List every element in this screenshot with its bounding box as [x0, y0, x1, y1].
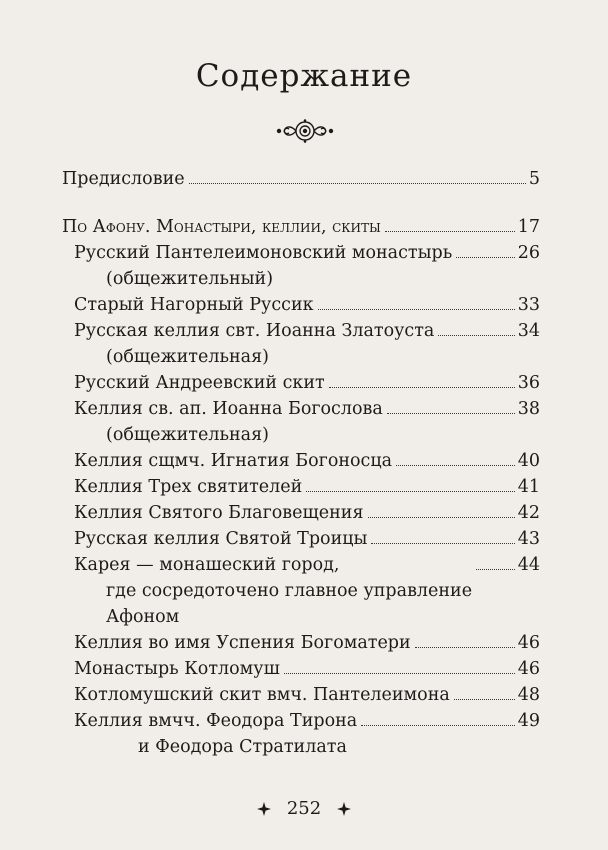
toc-entry-page: 34: [517, 321, 540, 341]
fleuron-right-icon: [337, 802, 351, 816]
toc-entry-title: [74, 240, 452, 292]
toc-entry: [62, 396, 540, 448]
toc-entry-line: где сосредоточено главное управление: [106, 581, 473, 601]
toc-entry-line: (общежительный): [106, 269, 274, 289]
toc-entry-leader-group: [450, 682, 540, 708]
toc-entry-title: [74, 396, 383, 448]
toc-entry-title: [74, 474, 302, 500]
dot-leader: [454, 699, 515, 700]
toc-entry-leader-group: [357, 708, 540, 734]
toc-entry-line: Келлия Святого Благовещения: [74, 503, 364, 523]
toc-entry-page: 42: [517, 503, 540, 523]
toc-entry-title: [74, 448, 392, 474]
toc-entry: [62, 214, 540, 240]
toc-entry-leader-group: [411, 630, 540, 656]
dot-leader: [371, 543, 514, 544]
dot-leader: [387, 413, 515, 414]
toc-entry-line: Келлия Трех святителей: [74, 477, 303, 497]
toc-entry: [62, 370, 540, 396]
toc-entry-title: [74, 370, 325, 396]
toc-entry-page: 49: [517, 711, 540, 731]
toc-entry-page: 33: [517, 295, 540, 315]
toc-entry: [62, 292, 540, 318]
toc-entry-line: Русская келлия Святой Троицы: [74, 529, 368, 549]
dot-leader: [318, 309, 515, 310]
toc-entry: [62, 656, 540, 682]
dot-leader: [284, 673, 515, 674]
toc-entry-title: [74, 682, 450, 708]
toc-entry-title: [74, 500, 364, 526]
toc-entry-line: Келлия св. ап. Иоанна Богослова: [74, 399, 383, 419]
toc-entry-title: [62, 166, 185, 192]
toc-entry: [62, 708, 540, 760]
toc-entry-page: 36: [517, 373, 540, 393]
dot-leader: [385, 231, 515, 232]
toc-entry-line: (общежительная): [106, 425, 269, 445]
toc-entry: [62, 552, 540, 630]
toc-entry-leader-group: [381, 214, 540, 240]
toc-entry-page: 26: [517, 243, 540, 263]
page-number: 252: [286, 798, 322, 819]
toc-entry-title: [74, 552, 472, 630]
toc-entry-title: [74, 630, 411, 656]
toc-entry-title: [74, 526, 367, 552]
toc-entry-page: 46: [517, 633, 540, 653]
toc-entry-leader-group: [314, 292, 540, 318]
toc-entry-line: Русский Пантелеимоновский монастырь: [74, 243, 453, 263]
toc-entry-leader-group: [185, 166, 540, 192]
dot-leader: [396, 465, 515, 466]
dot-leader: [368, 517, 515, 518]
toc-entry-line: Предисловие: [62, 169, 185, 189]
toc-entry-line: Русская келлия свт. Иоанна Златоуста: [74, 321, 435, 341]
table-of-contents: [62, 166, 540, 760]
toc-entry-title: [74, 318, 434, 370]
toc-entry-leader-group: [302, 474, 540, 500]
toc-entry-line: Афоном: [106, 607, 180, 627]
toc-entry: [62, 526, 540, 552]
toc-entry: [62, 166, 540, 192]
dot-leader: [415, 647, 515, 648]
toc-entry: [62, 682, 540, 708]
ornament-divider-icon: [274, 119, 336, 143]
toc-entry-line: Монастырь Котломуш: [74, 659, 280, 679]
toc-entry-line: Келлия вмчч. Феодора Тирона: [74, 711, 358, 731]
toc-entry-title: [74, 708, 357, 760]
toc-entry-leader-group: [364, 500, 541, 526]
toc-entry: [62, 448, 540, 474]
toc-entry-leader-group: [325, 370, 540, 396]
toc-entry-page: 41: [517, 477, 540, 497]
fleuron-left-icon: [257, 802, 271, 816]
dot-leader: [189, 183, 526, 184]
toc-entry-page: 43: [517, 529, 540, 549]
dot-leader: [456, 257, 514, 258]
dot-leader: [306, 491, 514, 492]
page-footer: [0, 798, 608, 819]
toc-entry-line: Старый Нагорный Руссик: [74, 295, 314, 315]
toc-entry-line: Карея — монашеский город,: [74, 555, 340, 575]
toc-entry-page: 5: [528, 169, 540, 189]
toc-entry-page: 48: [517, 685, 540, 705]
toc-entry-page: 46: [517, 659, 540, 679]
toc-entry-leader-group: [472, 552, 540, 578]
toc-entry-leader-group: [434, 318, 540, 344]
toc-entry-leader-group: [383, 396, 540, 422]
dot-leader: [329, 387, 515, 388]
toc-entry: [62, 474, 540, 500]
toc-entry-leader-group: [392, 448, 540, 474]
toc-entry-leader-group: [280, 656, 540, 682]
toc-entry-line: Русский Андреевский скит: [74, 373, 325, 393]
toc-entry: [62, 240, 540, 292]
toc-entry-line: Котломушский скит вмч. Пантелеимона: [74, 685, 450, 705]
toc-entry-line: и Феодора Стратилата: [138, 737, 347, 757]
toc-entry-title: [74, 292, 314, 318]
toc-entry-line: Келлия сщмч. Игнатия Богоносца: [74, 451, 393, 471]
toc-entry: [62, 630, 540, 656]
dot-leader: [476, 569, 515, 570]
dot-leader: [361, 725, 514, 726]
toc-entry-leader-group: [452, 240, 540, 266]
page-title: Содержание: [195, 58, 413, 94]
toc-entry-line: (общежительная): [106, 347, 269, 367]
toc-entry-line: По Афону. Монастыри, келлии, скиты: [62, 217, 381, 237]
toc-entry: [62, 318, 540, 370]
toc-entry-title: [62, 214, 381, 240]
toc-entry-title: [74, 656, 280, 682]
dot-leader: [438, 335, 514, 336]
toc-entry-leader-group: [367, 526, 540, 552]
toc-entry: [62, 500, 540, 526]
toc-entry-page: 40: [517, 451, 540, 471]
toc-entry-page: 17: [517, 217, 540, 237]
toc-entry-line: Келлия во имя Успения Богоматери: [74, 633, 411, 653]
toc-entry-page: 44: [517, 555, 540, 575]
toc-entry-page: 38: [517, 399, 540, 419]
